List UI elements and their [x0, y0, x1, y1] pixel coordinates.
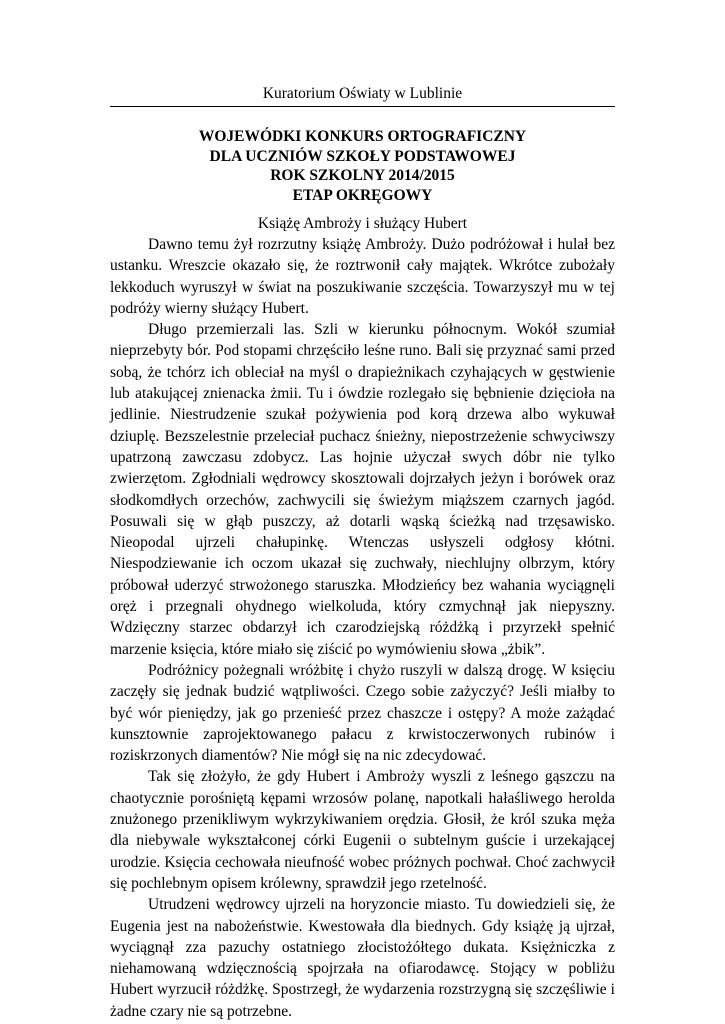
header-divider	[110, 106, 615, 107]
paragraph: Utrudzeni wędrowcy ujrzeli na horyzoncie miasto. Tu dowiedzieli się, że Eugenia jest na nabożeństwie. Kwestowała dla biednych. Gdy książę ją ujrzał, wyciągnął zza pazuchy ostatniego złocistożółtego dukata. Księżniczka z niehamowaną wdzięcznością spojrzała na ofiarodawcę. Stojący w pobliżu Hubert wyrzucił różdżkę. Spostrzegł, że wydarzenia rozstrzygną się szczęśliwie i żadne czary nie są potrzebne.	[110, 896, 615, 1020]
story-body	[110, 234, 615, 1022]
paragraph: Podróżnicy pożegnali wróżbitę i chyżo ruszyli w dalszą drogę. W księciu zaczęły się jednak budzić wątpliwości. Czego sobie zażyczyć? Jeśli miałby to być wór pieniędzy, jak go przenieść przez chaszcze i ostępy? A może zażądać kunsztownie zaprojektowanego pałacu z krwistoczerwonych rubinów i roziskrzonych diamentów? Nie mógł się na nic zdecydować.	[110, 661, 615, 765]
institution-header: Kuratorium Oświaty w Lublinie	[262, 85, 463, 102]
contest-title-line-2: DLA UCZNIÓW SZKOŁY PODSTAWOWEJ	[209, 147, 516, 165]
paragraph: Tak się złożyło, że gdy Hubert i Ambroży wyszli z leśnego gąszczu na chaotycznie porośniętą kępami wrzosów polanę, napotkali hałaśliwego herolda znużonego przenikliwym wykrzykiwaniem orędzia. Głosił, że król szuka męża dla niebywale wykształconej córki Eugenii o subtelnym guście i urzekającej urodzie. Księcia cechowała nieufność wobec próżnych pochwał. Choć zachwycił się pochlebnym opisem królewny, sprawdził jego rzetelność.	[110, 768, 615, 892]
paragraph: Długo przemierzali las. Szli w kierunku północnym. Wokół szumiał nieprzebyty bór. Pod stopami chrzęściło leśne runo. Bali się przyznać sami przed sobą, że tchórz ich obleciał na myśl o drapieżnikach czyhających w gęstwienie lub atakującej znienacka żmii. Tu i ówdzie rozlegało się bębnienie dzięcioła na jedlinie. Niestrudzenie szukał pożywienia pod korą drzewa albo wykuwał dziuplę. Bezszelestnie przeleciał puchacz śnieżny, niepostrzeżenie schwyciwszy upatrzoną zawczasu zdobycz. Las hojnie użyczał swych dóbr nie tylko zwierzętom. Zgłodniali wędrowcy skosztowali dojrzałych jeżyn i borówek oraz słodkomdłych orzechów, zachwycili się świeżym miąższem czarnych jagód. Posuwali się w głąb puszczy, aż dotarli wąską ścieżką nad trzęsawisko. Nieopodal ujrzeli chałupinkę. Wtenczas usłyszeli odgłosy kłótni. Niespodziewanie ich oczom ukazał się zuchwały, niechlujny olbrzym, który próbował uderzyć strwożonego staruszka. Młodzieńcy bez wahania wyciągnęli oręż i przegnali ohydnego wielkoluda, który czmychnął jak niepyszny. Wdzięczny starzec obdarzył ich czarodziejską różdżką i przyrzekł spełnić marzenie księcia, które miało się ziścić po wymówieniu słowa „żbik”.	[110, 321, 615, 658]
contest-title-line-1: WOJEWÓDKI KONKURS ORTOGRAFICZNY	[198, 128, 527, 145]
contest-title-line-4: ETAP OKRĘGOWY	[292, 186, 433, 204]
contest-title-line-3: ROK SZKOLNY 2014/2015	[270, 167, 455, 184]
story-title: Książę Ambroży i służący Hubert	[257, 215, 468, 232]
paragraph: Dawno temu żył rozrzutny książę Ambroży. Dużo podróżował i hulał bez ustanku. Wreszcie okazało się, że roztrwonił cały majątek. Wkrótce zubożały lekkoduch wyruszył w świat na poszukiwanie szczęścia. Towarzyszył mu w tej podróży wierny służący Hubert.	[110, 236, 615, 317]
contest-title-block	[110, 127, 615, 205]
